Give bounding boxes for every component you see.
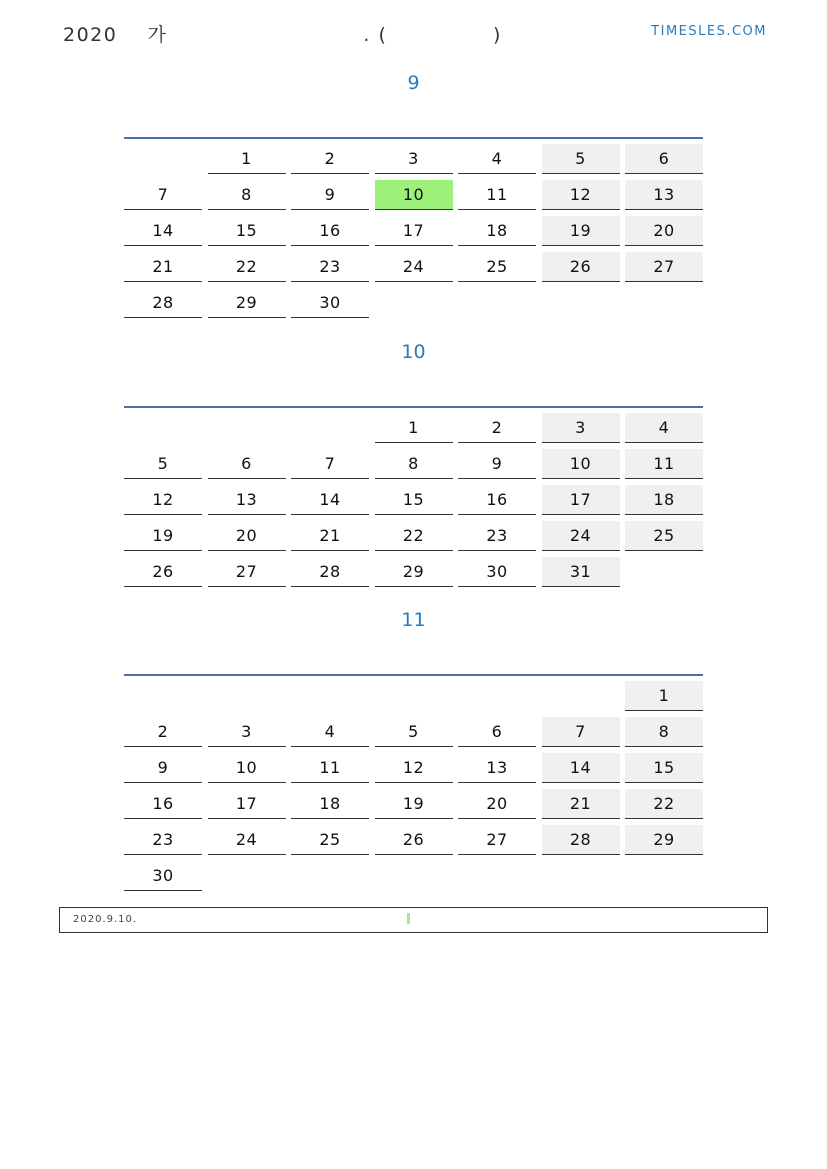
month-title-november: 11	[401, 609, 426, 631]
day-cell[interactable]: 9	[458, 449, 536, 479]
day-cell[interactable]: 23	[458, 521, 536, 551]
day-cell[interactable]: 4	[291, 717, 369, 747]
calendar-week	[124, 820, 703, 856]
calendar-october	[124, 406, 703, 588]
day-cell[interactable]: 16	[458, 485, 536, 515]
day-cell[interactable]: 22	[208, 252, 286, 282]
empty-day-cell	[291, 861, 369, 891]
empty-day-cell	[208, 861, 286, 891]
empty-day-cell	[375, 861, 453, 891]
empty-day-cell	[124, 681, 202, 711]
day-cell[interactable]: 5	[375, 717, 453, 747]
day-cell[interactable]: 28	[124, 288, 202, 318]
calendar-week	[124, 247, 703, 283]
day-cell[interactable]: 3	[375, 144, 453, 174]
calendar-week	[124, 516, 703, 552]
month-title-september: 9	[407, 72, 420, 94]
footer-box	[59, 907, 768, 933]
day-cell[interactable]: 4	[625, 413, 703, 443]
empty-day-cell	[542, 288, 620, 318]
calendar-week	[124, 856, 703, 892]
today-legend-marker	[407, 913, 410, 924]
today-day-cell[interactable]: 10	[375, 180, 453, 210]
empty-day-cell	[625, 557, 703, 587]
day-cell[interactable]: 7	[542, 717, 620, 747]
day-cell[interactable]: 8	[625, 717, 703, 747]
day-cell[interactable]: 23	[291, 252, 369, 282]
calendar-september	[124, 137, 703, 319]
day-cell[interactable]: 1	[208, 144, 286, 174]
empty-day-cell	[208, 413, 286, 443]
day-cell[interactable]: 24	[542, 521, 620, 551]
day-cell[interactable]: 16	[291, 216, 369, 246]
day-cell[interactable]: 17	[375, 216, 453, 246]
day-cell[interactable]: 30	[291, 288, 369, 318]
calendar-week	[124, 784, 703, 820]
empty-day-cell	[124, 144, 202, 174]
calendar-week	[124, 139, 703, 175]
empty-day-cell	[375, 288, 453, 318]
empty-day-cell	[458, 681, 536, 711]
page-title: 2020 가 . ( )	[63, 24, 502, 46]
day-cell[interactable]: 1	[375, 413, 453, 443]
calendar-week	[124, 283, 703, 319]
day-cell[interactable]: 9	[291, 180, 369, 210]
day-cell[interactable]: 29	[208, 288, 286, 318]
empty-day-cell	[291, 681, 369, 711]
day-cell[interactable]: 5	[124, 449, 202, 479]
day-cell[interactable]: 10	[542, 449, 620, 479]
day-cell[interactable]: 25	[458, 252, 536, 282]
empty-day-cell	[124, 413, 202, 443]
day-cell[interactable]: 12	[124, 485, 202, 515]
day-cell[interactable]: 23	[124, 825, 202, 855]
day-cell[interactable]: 16	[124, 789, 202, 819]
calendar-week	[124, 676, 703, 712]
empty-day-cell	[625, 861, 703, 891]
empty-day-cell	[542, 681, 620, 711]
day-cell[interactable]: 11	[625, 449, 703, 479]
day-cell[interactable]: 26	[124, 557, 202, 587]
day-cell[interactable]: 7	[291, 449, 369, 479]
day-cell[interactable]: 27	[208, 557, 286, 587]
day-cell[interactable]: 22	[375, 521, 453, 551]
day-cell[interactable]: 26	[375, 825, 453, 855]
day-cell[interactable]: 20	[208, 521, 286, 551]
day-cell[interactable]: 3	[542, 413, 620, 443]
day-cell[interactable]: 19	[375, 789, 453, 819]
site-link[interactable]: TIMESLES.COM	[651, 24, 767, 39]
day-cell[interactable]: 6	[458, 717, 536, 747]
day-cell[interactable]: 12	[375, 753, 453, 783]
day-cell[interactable]: 28	[291, 557, 369, 587]
day-cell[interactable]: 21	[542, 789, 620, 819]
page-header	[63, 20, 767, 46]
calendar-week	[124, 175, 703, 211]
day-cell[interactable]: 8	[375, 449, 453, 479]
empty-day-cell	[291, 413, 369, 443]
month-title-october: 10	[401, 341, 426, 363]
day-cell[interactable]: 15	[208, 216, 286, 246]
day-cell[interactable]: 30	[458, 557, 536, 587]
empty-day-cell	[208, 681, 286, 711]
day-cell[interactable]: 4	[458, 144, 536, 174]
day-cell[interactable]: 31	[542, 557, 620, 587]
day-cell[interactable]: 19	[542, 216, 620, 246]
day-cell[interactable]: 7	[124, 180, 202, 210]
day-cell[interactable]: 25	[291, 825, 369, 855]
calendar-week	[124, 211, 703, 247]
day-cell[interactable]: 6	[208, 449, 286, 479]
day-cell[interactable]: 25	[625, 521, 703, 551]
day-cell[interactable]: 19	[124, 521, 202, 551]
day-cell[interactable]: 11	[458, 180, 536, 210]
day-cell[interactable]: 17	[542, 485, 620, 515]
empty-day-cell	[458, 288, 536, 318]
day-cell[interactable]: 6	[625, 144, 703, 174]
day-cell[interactable]: 29	[375, 557, 453, 587]
day-cell[interactable]: 18	[458, 216, 536, 246]
day-cell[interactable]: 12	[542, 180, 620, 210]
day-cell[interactable]: 15	[375, 485, 453, 515]
day-cell[interactable]: 14	[124, 216, 202, 246]
day-cell[interactable]: 14	[291, 485, 369, 515]
day-cell[interactable]: 3	[208, 717, 286, 747]
day-cell[interactable]: 24	[208, 825, 286, 855]
day-cell[interactable]: 14	[542, 753, 620, 783]
day-cell[interactable]: 21	[291, 521, 369, 551]
day-cell[interactable]: 8	[208, 180, 286, 210]
day-cell[interactable]: 2	[124, 717, 202, 747]
day-cell[interactable]: 13	[625, 180, 703, 210]
calendar-week	[124, 444, 703, 480]
day-cell[interactable]: 15	[625, 753, 703, 783]
day-cell[interactable]: 2	[291, 144, 369, 174]
day-cell[interactable]: 5	[542, 144, 620, 174]
calendar-week	[124, 712, 703, 748]
day-cell[interactable]: 13	[458, 753, 536, 783]
day-cell[interactable]: 27	[458, 825, 536, 855]
day-cell[interactable]: 10	[208, 753, 286, 783]
day-cell[interactable]: 11	[291, 753, 369, 783]
day-cell[interactable]: 1	[625, 681, 703, 711]
calendar-week	[124, 480, 703, 516]
calendar-week	[124, 552, 703, 588]
day-cell[interactable]: 28	[542, 825, 620, 855]
day-cell[interactable]: 26	[542, 252, 620, 282]
empty-day-cell	[458, 861, 536, 891]
day-cell[interactable]: 29	[625, 825, 703, 855]
day-cell[interactable]: 24	[375, 252, 453, 282]
day-cell[interactable]: 21	[124, 252, 202, 282]
day-cell[interactable]: 18	[625, 485, 703, 515]
calendar-week	[124, 408, 703, 444]
day-cell[interactable]: 27	[625, 252, 703, 282]
day-cell[interactable]: 20	[458, 789, 536, 819]
day-cell[interactable]: 30	[124, 861, 202, 891]
calendar-week	[124, 748, 703, 784]
day-cell[interactable]: 13	[208, 485, 286, 515]
footer-date: 2020.9.10.	[73, 914, 138, 925]
day-cell[interactable]: 20	[625, 216, 703, 246]
empty-day-cell	[375, 681, 453, 711]
empty-day-cell	[542, 861, 620, 891]
day-cell[interactable]: 2	[458, 413, 536, 443]
empty-day-cell	[625, 288, 703, 318]
day-cell[interactable]: 17	[208, 789, 286, 819]
day-cell[interactable]: 18	[291, 789, 369, 819]
day-cell[interactable]: 22	[625, 789, 703, 819]
day-cell[interactable]: 9	[124, 753, 202, 783]
calendar-november	[124, 674, 703, 892]
